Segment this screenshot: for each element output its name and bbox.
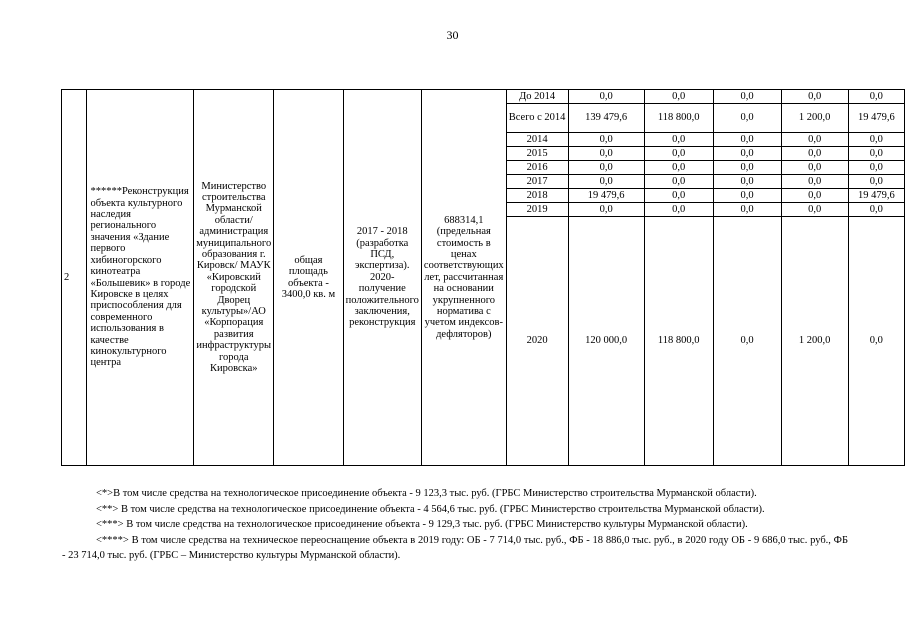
cell-value: 1 200,0	[781, 217, 848, 466]
cell-year: Всего с 2014	[506, 104, 568, 133]
cell-year: До 2014	[506, 90, 568, 104]
footnote: <**> В том числе средства на технологическое присоединение объекта - 4 564,6 тыс. руб. (ГРБС Министерство строительства Мурманской области).	[96, 503, 765, 515]
cell-value: 0,0	[848, 161, 904, 175]
cell-value: 0,0	[568, 90, 644, 104]
cell-value: 19 479,6	[568, 189, 644, 203]
cell-year: 2015	[506, 147, 568, 161]
cell-value: 0,0	[644, 161, 713, 175]
cell-value: 0,0	[781, 161, 848, 175]
cell-value: 0,0	[848, 217, 904, 466]
cell-year: 2017	[506, 175, 568, 189]
cell-value: 0,0	[644, 175, 713, 189]
cell-value: 120 000,0	[568, 217, 644, 466]
cell-value: 0,0	[848, 203, 904, 217]
footnote: <****> В том числе средства на техническое переоснащение объекта в 2019 году: ОБ - 7 714,0 тыс. руб., ФБ - 18 886,0 тыс. руб., в 2020 году ОБ - 9 686,0 тыс. руб., ФБ - 23 714,0 тыс. руб. (ГРБС – Министерство культуры Мурманской области).	[62, 534, 848, 561]
cell-value: 0,0	[713, 104, 781, 133]
cell-value: 0,0	[644, 189, 713, 203]
footnotes	[62, 486, 848, 564]
cell-value: 0,0	[713, 161, 781, 175]
cell-value: 0,0	[568, 203, 644, 217]
cell-value: 0,0	[644, 133, 713, 147]
cell-value: 0,0	[644, 90, 713, 104]
footnote: <***> В том числе средства на технологическое присоединение объекта - 9 129,3 тыс. руб. (ГРБС Министерство культуры Мурманской области).	[96, 519, 748, 530]
cell-value: 139 479,6	[568, 104, 644, 133]
cell-value: 0,0	[848, 133, 904, 147]
cell-value: 0,0	[781, 189, 848, 203]
page-number: 30	[446, 28, 459, 42]
cell-estimated-cost: 688314,1 (предельная стоимость в ценах соответствующих лет, рассчитанная на основании укрупненного норматива с учетом индексов-дефляторов)	[421, 90, 506, 466]
cell-period: 2017 - 2018 (разработка ПСД, экспертиза). 2020- получение положительного заключения, реконструкция	[343, 90, 421, 466]
cell-value: 0,0	[713, 175, 781, 189]
cell-year: 2014	[506, 133, 568, 147]
cell-value: 118 800,0	[644, 104, 713, 133]
table-body	[62, 90, 905, 466]
cell-value: 0,0	[848, 90, 904, 104]
cell-value: 118 800,0	[644, 217, 713, 466]
cell-value: 0,0	[781, 175, 848, 189]
cell-value: 0,0	[781, 203, 848, 217]
footnote: <*>В том числе средства на технологическое присоединение объекта - 9 123,3 тыс. руб. (ГРБС Министерство строительства Мурманской области).	[96, 488, 757, 499]
cell-value: 0,0	[781, 147, 848, 161]
cell-value: 0,0	[848, 175, 904, 189]
cell-value: 1 200,0	[781, 104, 848, 133]
cell-value: 0,0	[644, 203, 713, 217]
cell-row-number: 2	[62, 90, 87, 466]
cell-value: 0,0	[713, 217, 781, 466]
cell-capacity: общая площадь объекта - 3400,0 кв. м	[274, 90, 343, 466]
cell-customer: Министерство строительства Мурманской области/ администрация муниципального образования г. Кировск/ МАУК «Кировский городской Дворец культуры»/АО «Корпорация развития инфраструктуры города Кировска»	[194, 90, 274, 466]
table-row	[62, 90, 905, 104]
cell-value: 0,0	[568, 147, 644, 161]
cell-year: 2020	[506, 217, 568, 466]
cell-value: 0,0	[713, 189, 781, 203]
cell-value: 19 479,6	[848, 189, 904, 203]
cell-value: 0,0	[781, 90, 848, 104]
cell-value: 0,0	[568, 175, 644, 189]
cell-value: 0,0	[568, 161, 644, 175]
cell-year: 2018	[506, 189, 568, 203]
cell-value: 0,0	[568, 133, 644, 147]
cell-value: 0,0	[644, 147, 713, 161]
cell-value: 0,0	[713, 203, 781, 217]
cell-value: 19 479,6	[848, 104, 904, 133]
cell-value: 0,0	[781, 133, 848, 147]
cell-year: 2019	[506, 203, 568, 217]
cell-year: 2016	[506, 161, 568, 175]
cell-value: 0,0	[848, 147, 904, 161]
cell-value: 0,0	[713, 90, 781, 104]
cell-object-name: ******Реконструкция объекта культурного наследия регионального значения «Здание первого хибиногорского кинотеатра «Большевик» в городе Кировске в целях приспособления для современного использования в качестве кинокультурного центра	[87, 90, 194, 466]
cell-value: 0,0	[713, 133, 781, 147]
objects-table	[61, 89, 905, 466]
cell-value: 0,0	[713, 147, 781, 161]
